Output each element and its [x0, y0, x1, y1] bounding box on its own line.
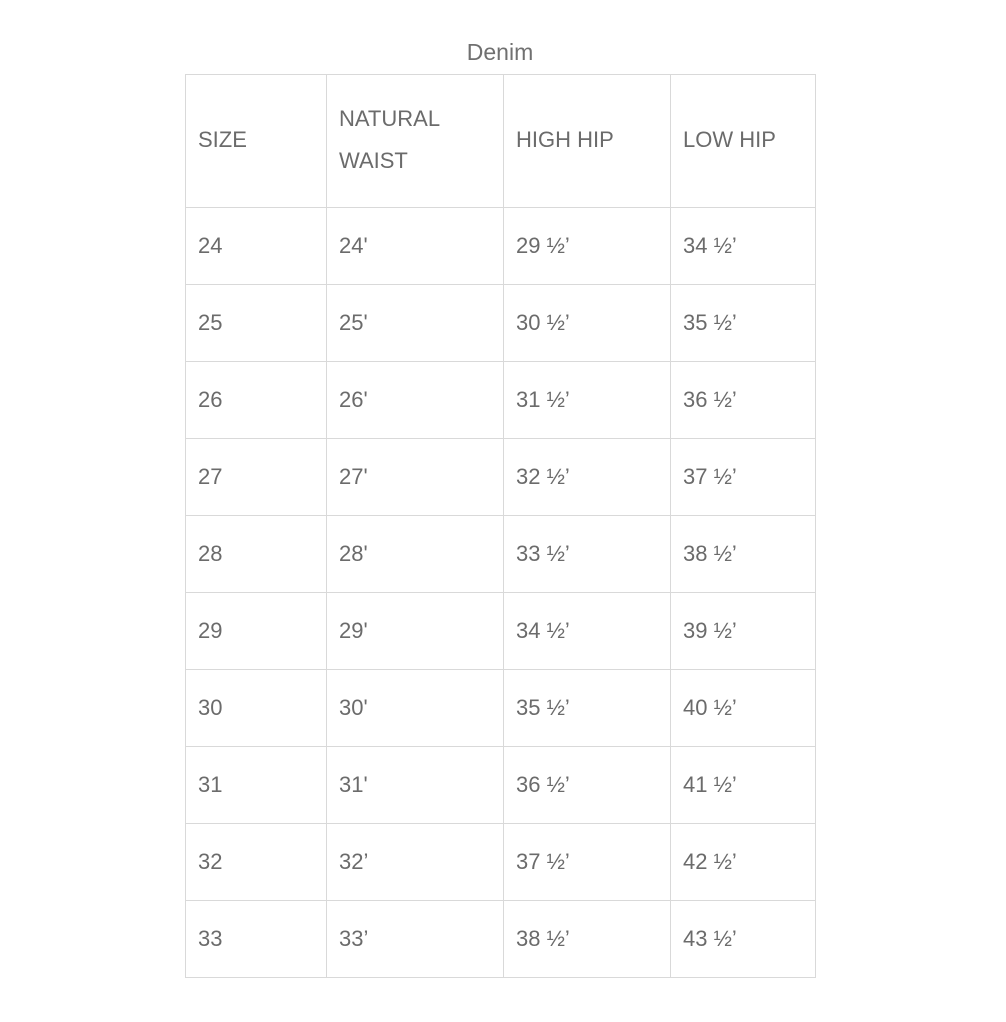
natural-waist-cell: 31' [327, 747, 504, 824]
size-cell: 28 [186, 516, 327, 593]
size-cell: 27 [186, 439, 327, 516]
high-hip-cell: 38 ½’ [504, 901, 671, 978]
low-hip-cell: 34 ½’ [671, 208, 816, 285]
high-hip-cell: 31 ½’ [504, 362, 671, 439]
size-chart-table [185, 74, 816, 978]
table-row [186, 208, 816, 285]
table-row [186, 670, 816, 747]
natural-waist-cell: 29' [327, 593, 504, 670]
natural-waist-cell: 32’ [327, 824, 504, 901]
size-cell: 33 [186, 901, 327, 978]
low-hip-cell: 37 ½’ [671, 439, 816, 516]
low-hip-cell: 40 ½’ [671, 670, 816, 747]
low-hip-cell: 43 ½’ [671, 901, 816, 978]
table-caption: Denim [466, 39, 534, 65]
high-hip-cell: 32 ½’ [504, 439, 671, 516]
size-cell: 31 [186, 747, 327, 824]
natural-waist-cell: 26' [327, 362, 504, 439]
size-cell: 24 [186, 208, 327, 285]
size-cell: 25 [186, 285, 327, 362]
size-cell: 29 [186, 593, 327, 670]
table-row [186, 593, 816, 670]
natural-waist-cell: 33’ [327, 901, 504, 978]
column-header-natural-waist: NATURAL WAIST [327, 75, 504, 208]
high-hip-cell: 35 ½’ [504, 670, 671, 747]
high-hip-cell: 34 ½’ [504, 593, 671, 670]
natural-waist-cell: 27' [327, 439, 504, 516]
table-row [186, 901, 816, 978]
header-row [186, 75, 816, 208]
column-header-low-hip: LOW HIP [671, 75, 816, 208]
low-hip-cell: 42 ½’ [671, 824, 816, 901]
low-hip-cell: 36 ½’ [671, 362, 816, 439]
low-hip-cell: 38 ½’ [671, 516, 816, 593]
size-cell: 30 [186, 670, 327, 747]
low-hip-cell: 41 ½’ [671, 747, 816, 824]
table-row [186, 824, 816, 901]
table-row [186, 516, 816, 593]
natural-waist-cell: 28' [327, 516, 504, 593]
table-header [186, 75, 816, 208]
high-hip-cell: 30 ½’ [504, 285, 671, 362]
column-header-high-hip: HIGH HIP [504, 75, 671, 208]
table-row [186, 439, 816, 516]
table-row [186, 285, 816, 362]
high-hip-cell: 29 ½’ [504, 208, 671, 285]
table-row [186, 747, 816, 824]
column-header-size: SIZE [186, 75, 327, 208]
natural-waist-cell: 30' [327, 670, 504, 747]
high-hip-cell: 36 ½’ [504, 747, 671, 824]
high-hip-cell: 33 ½’ [504, 516, 671, 593]
low-hip-cell: 35 ½’ [671, 285, 816, 362]
table-body [186, 208, 816, 978]
natural-waist-cell: 24' [327, 208, 504, 285]
high-hip-cell: 37 ½’ [504, 824, 671, 901]
size-cell: 32 [186, 824, 327, 901]
low-hip-cell: 39 ½’ [671, 593, 816, 670]
table-row [186, 362, 816, 439]
size-cell: 26 [186, 362, 327, 439]
natural-waist-cell: 25' [327, 285, 504, 362]
